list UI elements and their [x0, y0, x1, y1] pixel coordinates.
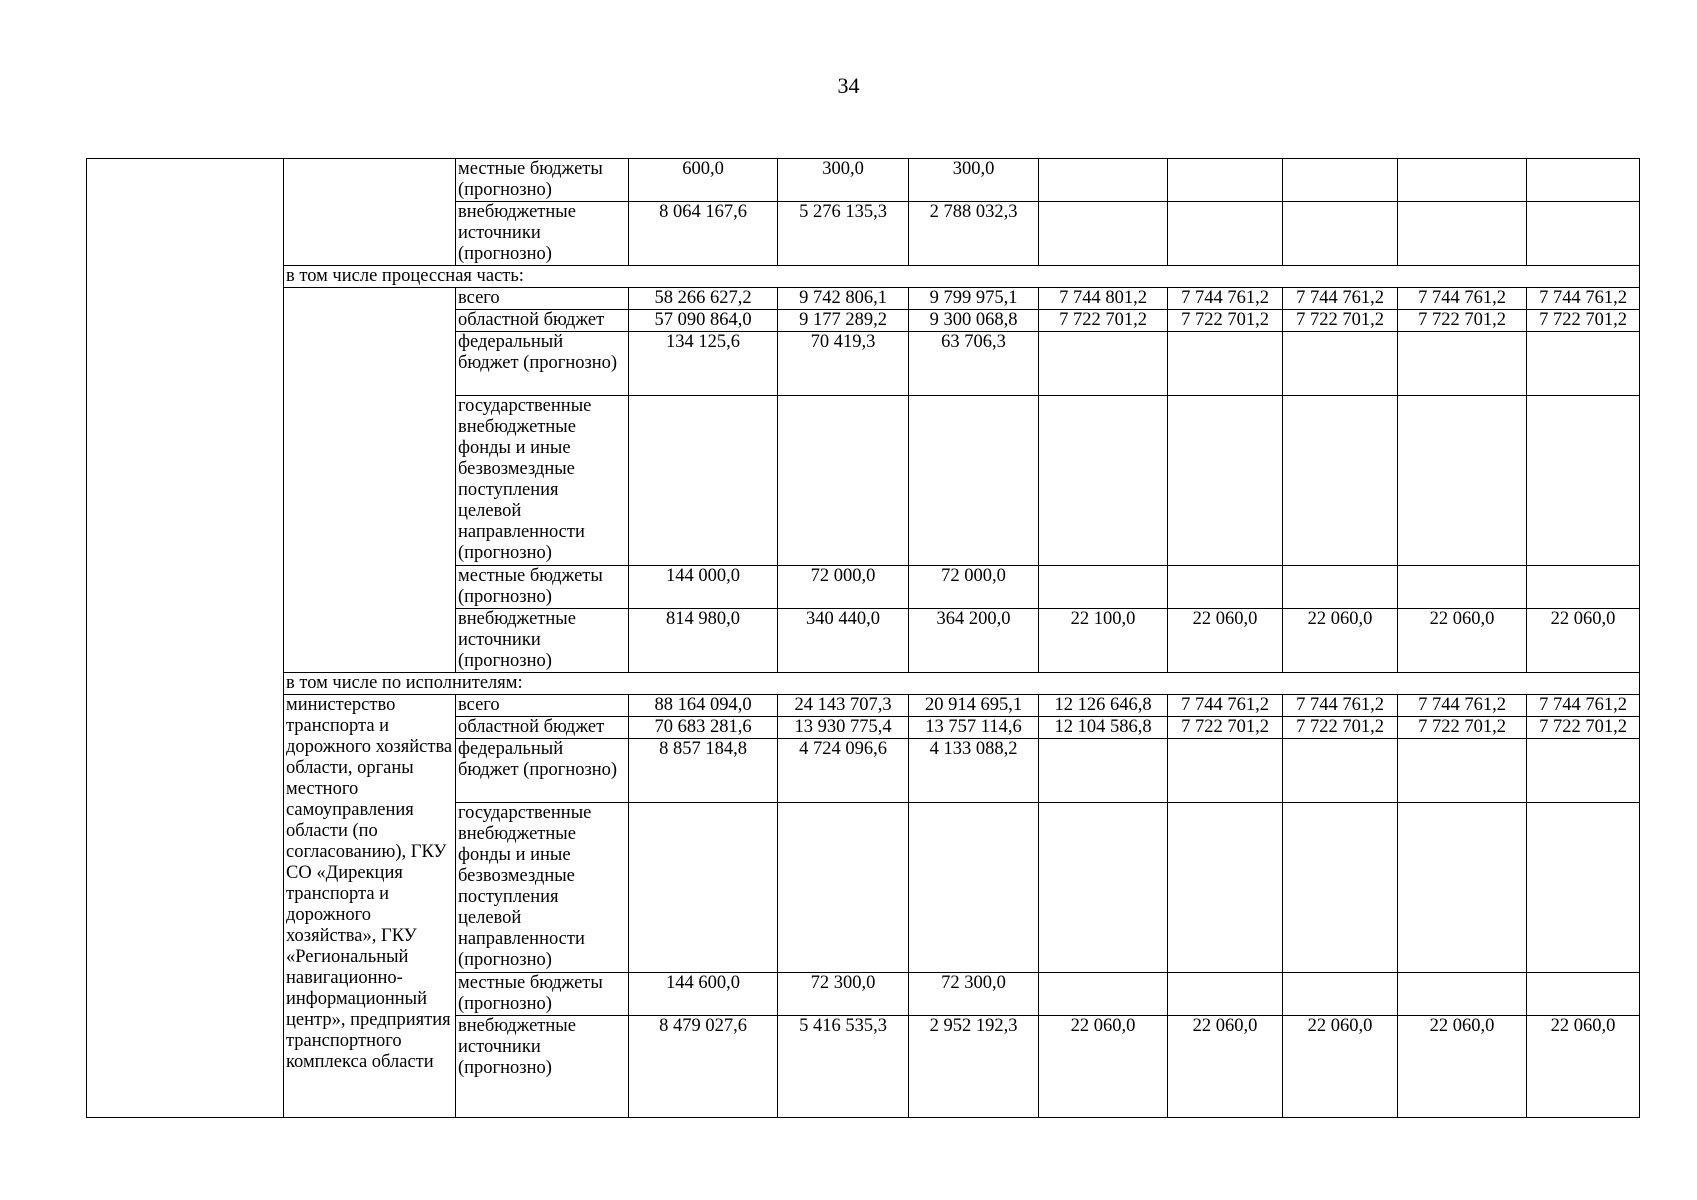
value-cell: 8 064 167,6: [629, 202, 778, 266]
value-cell: 72 300,0: [778, 973, 909, 1016]
value-cell: [629, 396, 778, 566]
value-cell: 22 100,0: [1039, 609, 1168, 673]
value-cell: [1039, 973, 1168, 1016]
value-cell: 5 416 535,3: [778, 1016, 909, 1118]
value-cell: 70 683 281,6: [629, 717, 778, 739]
value-cell: 7 744 761,2: [1527, 288, 1640, 310]
value-cell: [1039, 332, 1168, 396]
value-cell: 9 177 289,2: [778, 310, 909, 332]
funding-source: областной бюджет: [456, 310, 629, 332]
funding-source: областной бюджет: [456, 717, 629, 739]
value-cell: 63 706,3: [909, 332, 1039, 396]
value-cell: 9 742 806,1: [778, 288, 909, 310]
table-row: [87, 288, 1640, 310]
value-cell: [1168, 739, 1283, 803]
funding-source: государственные внебюджетные фонды и иные безвозмездные поступления целевой направленности (прогнозно): [456, 396, 629, 566]
value-cell: [909, 803, 1039, 973]
value-cell: [1527, 396, 1640, 566]
section-label-executors: в том числе по исполнителям:: [284, 673, 1640, 695]
section-label-row: [87, 673, 1640, 695]
value-cell: [1398, 803, 1527, 973]
value-cell: 7 722 701,2: [1168, 717, 1283, 739]
value-cell: 7 722 701,2: [1398, 310, 1527, 332]
funding-source: местные бюджеты (прогнозно): [456, 159, 629, 202]
value-cell: 57 090 864,0: [629, 310, 778, 332]
value-cell: [1039, 202, 1168, 266]
value-cell: [1039, 396, 1168, 566]
value-cell: [1527, 159, 1640, 202]
value-cell: 22 060,0: [1398, 609, 1527, 673]
value-cell: 7 722 701,2: [1283, 310, 1398, 332]
value-cell: 814 980,0: [629, 609, 778, 673]
value-cell: 7 744 761,2: [1168, 695, 1283, 717]
value-cell: 7 722 701,2: [1168, 310, 1283, 332]
value-cell: [1168, 159, 1283, 202]
value-cell: 70 419,3: [778, 332, 909, 396]
value-cell: 9 799 975,1: [909, 288, 1039, 310]
funding-source: внебюджетные источники (прогнозно): [456, 202, 629, 266]
value-cell: [1283, 202, 1398, 266]
funding-source: внебюджетные источники (прогнозно): [456, 1016, 629, 1118]
value-cell: 22 060,0: [1168, 609, 1283, 673]
value-cell: 340 440,0: [778, 609, 909, 673]
value-cell: [1283, 332, 1398, 396]
funding-source: государственные внебюджетные фонды и иные безвозмездные поступления целевой направленности (прогнозно): [456, 803, 629, 973]
value-cell: 300,0: [778, 159, 909, 202]
value-cell: 7 744 761,2: [1527, 695, 1640, 717]
blank-column-cell: [87, 159, 284, 1118]
value-cell: 72 000,0: [778, 566, 909, 609]
value-cell: [1527, 973, 1640, 1016]
value-cell: [1398, 396, 1527, 566]
value-cell: 22 060,0: [1398, 1016, 1527, 1118]
value-cell: 22 060,0: [1039, 1016, 1168, 1118]
value-cell: 24 143 707,3: [778, 695, 909, 717]
funding-source: федеральный бюджет (прогнозно): [456, 332, 629, 396]
value-cell: 364 200,0: [909, 609, 1039, 673]
value-cell: 8 479 027,6: [629, 1016, 778, 1118]
value-cell: [1283, 159, 1398, 202]
value-cell: [1039, 566, 1168, 609]
value-cell: [1527, 332, 1640, 396]
value-cell: [1168, 396, 1283, 566]
value-cell: 72 000,0: [909, 566, 1039, 609]
value-cell: 13 930 775,4: [778, 717, 909, 739]
section-label-row: [87, 266, 1640, 288]
value-cell: 58 266 627,2: [629, 288, 778, 310]
table-row: [87, 159, 1640, 202]
value-cell: 300,0: [909, 159, 1039, 202]
funding-source: федеральный бюджет (прогнозно): [456, 739, 629, 803]
value-cell: 134 125,6: [629, 332, 778, 396]
table-row: [87, 695, 1640, 717]
value-cell: 7 744 761,2: [1398, 288, 1527, 310]
value-cell: 8 857 184,8: [629, 739, 778, 803]
value-cell: 7 722 701,2: [1039, 310, 1168, 332]
executor-name: министерство транспорта и дорожного хозяйства области, органы местного самоуправления области (по согласованию), ГКУ СО «Дирекция транспорта и дорожного хозяйства», ГКУ «Региональный навигационно-информационный центр», предприятия транспортного комплекса области: [284, 695, 456, 1118]
value-cell: 88 164 094,0: [629, 695, 778, 717]
value-cell: [1039, 739, 1168, 803]
value-cell: [1398, 202, 1527, 266]
value-cell: [1039, 159, 1168, 202]
value-cell: [1168, 803, 1283, 973]
funding-source: всего: [456, 288, 629, 310]
value-cell: [1168, 566, 1283, 609]
value-cell: [778, 803, 909, 973]
funding-source: всего: [456, 695, 629, 717]
value-cell: 7 722 701,2: [1527, 310, 1640, 332]
funding-source: местные бюджеты (прогнозно): [456, 566, 629, 609]
value-cell: 4 724 096,6: [778, 739, 909, 803]
value-cell: 22 060,0: [1527, 609, 1640, 673]
value-cell: 7 722 701,2: [1398, 717, 1527, 739]
value-cell: 7 744 761,2: [1398, 695, 1527, 717]
value-cell: [1398, 973, 1527, 1016]
value-cell: 4 133 088,2: [909, 739, 1039, 803]
value-cell: 12 126 646,8: [1039, 695, 1168, 717]
value-cell: 13 757 114,6: [909, 717, 1039, 739]
value-cell: [1283, 803, 1398, 973]
value-cell: 7 722 701,2: [1283, 717, 1398, 739]
value-cell: [1283, 973, 1398, 1016]
section-label-process: в том числе процессная часть:: [284, 266, 1640, 288]
value-cell: [1168, 973, 1283, 1016]
blank-executor-cell: [284, 288, 456, 673]
value-cell: 600,0: [629, 159, 778, 202]
value-cell: [1039, 803, 1168, 973]
value-cell: [1283, 566, 1398, 609]
value-cell: 22 060,0: [1283, 609, 1398, 673]
value-cell: 7 722 701,2: [1527, 717, 1640, 739]
value-cell: [1398, 566, 1527, 609]
value-cell: 7 744 801,2: [1039, 288, 1168, 310]
value-cell: [1527, 803, 1640, 973]
value-cell: 5 276 135,3: [778, 202, 909, 266]
value-cell: 22 060,0: [1168, 1016, 1283, 1118]
value-cell: [1283, 396, 1398, 566]
value-cell: 144 000,0: [629, 566, 778, 609]
page-number: 34: [837, 73, 860, 98]
value-cell: 12 104 586,8: [1039, 717, 1168, 739]
value-cell: [1283, 739, 1398, 803]
value-cell: 22 060,0: [1527, 1016, 1640, 1118]
value-cell: 7 744 761,2: [1283, 695, 1398, 717]
value-cell: 7 744 761,2: [1283, 288, 1398, 310]
value-cell: 72 300,0: [909, 973, 1039, 1016]
value-cell: [778, 396, 909, 566]
budget-table: [86, 158, 1640, 1118]
value-cell: [1168, 332, 1283, 396]
value-cell: [1527, 739, 1640, 803]
blank-executor-cell: [284, 159, 456, 266]
value-cell: 7 744 761,2: [1168, 288, 1283, 310]
value-cell: [1527, 202, 1640, 266]
value-cell: 20 914 695,1: [909, 695, 1039, 717]
value-cell: [909, 396, 1039, 566]
value-cell: [629, 803, 778, 973]
value-cell: 144 600,0: [629, 973, 778, 1016]
value-cell: 2 952 192,3: [909, 1016, 1039, 1118]
value-cell: [1398, 159, 1527, 202]
value-cell: 2 788 032,3: [909, 202, 1039, 266]
value-cell: [1168, 202, 1283, 266]
value-cell: [1398, 332, 1527, 396]
value-cell: 9 300 068,8: [909, 310, 1039, 332]
value-cell: 22 060,0: [1283, 1016, 1398, 1118]
value-cell: [1527, 566, 1640, 609]
funding-source: внебюджетные источники (прогнозно): [456, 609, 629, 673]
value-cell: [1398, 739, 1527, 803]
funding-source: местные бюджеты (прогнозно): [456, 973, 629, 1016]
